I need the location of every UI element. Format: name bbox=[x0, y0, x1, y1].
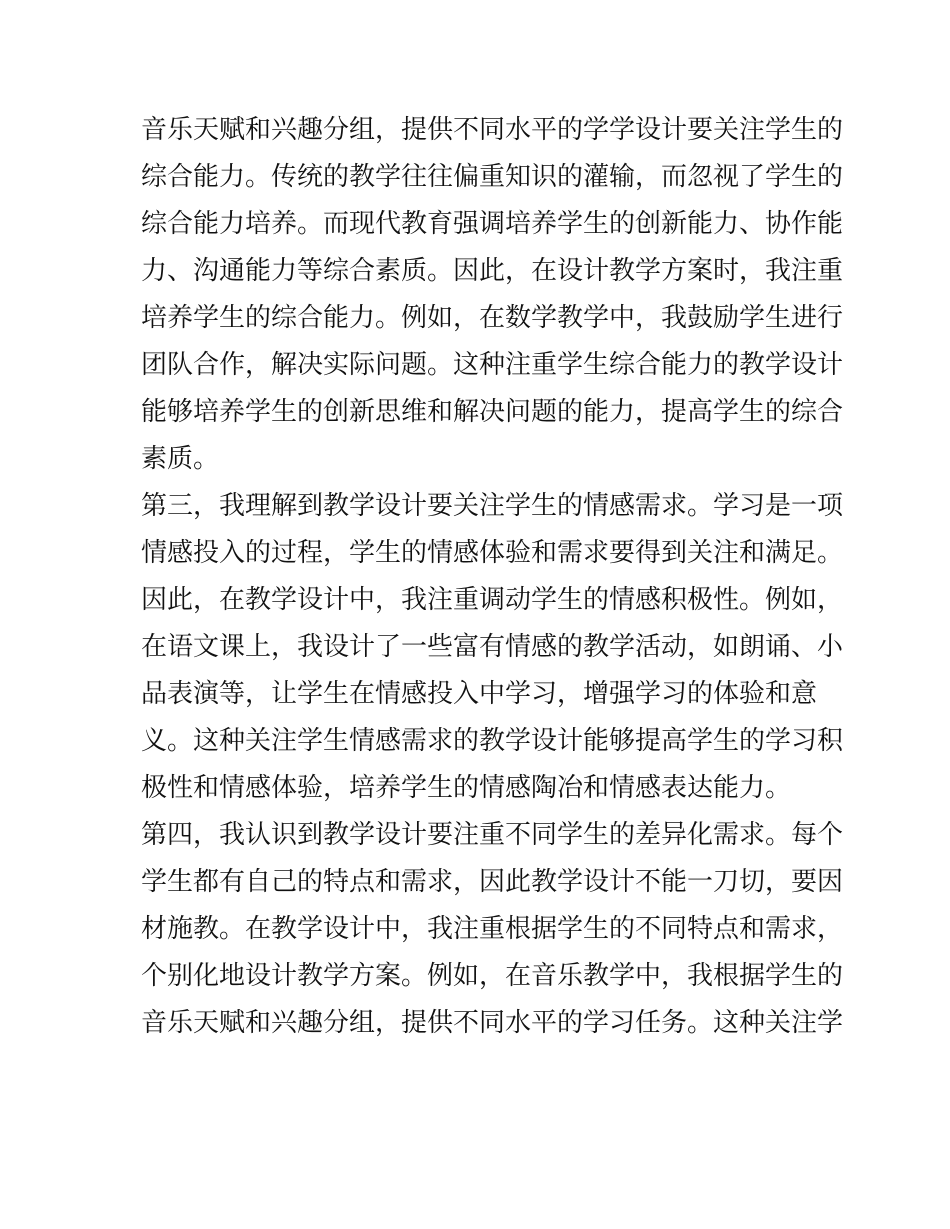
text-line: 团队合作，解决实际问题。这种注重学生综合能力的教学设计 bbox=[141, 350, 844, 380]
text-line: 能够培养学生的创新思维和解决问题的能力，提高学生的综合 bbox=[141, 397, 844, 427]
text-line: 培养学生的综合能力。例如，在数学教学中，我鼓励学生进行 bbox=[141, 303, 844, 333]
text-line: 材施教。在教学设计中，我注重根据学生的不同特点和需求， bbox=[141, 914, 844, 944]
text-line: 音乐天赋和兴趣分组，提供不同水平的学习任务。这种关注学 bbox=[141, 1008, 844, 1038]
text-line: 第三，我理解到教学设计要关注学生的情感需求。学习是一项 bbox=[141, 491, 844, 521]
text-line: 素质。 bbox=[141, 444, 220, 474]
text-line: 学生都有自己的特点和需求，因此教学设计不能一刀切，要因 bbox=[141, 867, 844, 897]
text-line: 品表演等，让学生在情感投入中学习，增强学习的体验和意 bbox=[141, 679, 818, 709]
text-line: 极性和情感体验，培养学生的情感陶冶和情感表达能力。 bbox=[141, 773, 792, 803]
text-line: 义。这种关注学生情感需求的教学设计能够提高学生的学习积 bbox=[141, 726, 844, 756]
text-line: 第四，我认识到教学设计要注重不同学生的差异化需求。每个 bbox=[141, 820, 844, 850]
text-line: 因此，在教学设计中，我注重调动学生的情感积极性。例如， bbox=[141, 585, 844, 615]
text-line: 综合能力。传统的教学往往偏重知识的灌输，而忽视了学生的 bbox=[141, 162, 844, 192]
text-line: 情感投入的过程，学生的情感体验和需求要得到关注和满足。 bbox=[141, 538, 844, 568]
text-line: 音乐天赋和兴趣分组，提供不同水平的学学设计要关注学生的 bbox=[141, 115, 844, 145]
text-line: 个别化地设计教学方案。例如，在音乐教学中，我根据学生的 bbox=[141, 961, 844, 991]
document-body-text bbox=[141, 107, 844, 1047]
text-line: 综合能力培养。而现代教育强调培养学生的创新能力、协作能 bbox=[141, 209, 844, 239]
text-line: 在语文课上，我设计了一些富有情感的教学活动，如朗诵、小 bbox=[141, 632, 844, 662]
text-line: 力、沟通能力等综合素质。因此，在设计教学方案时，我注重 bbox=[141, 256, 844, 286]
